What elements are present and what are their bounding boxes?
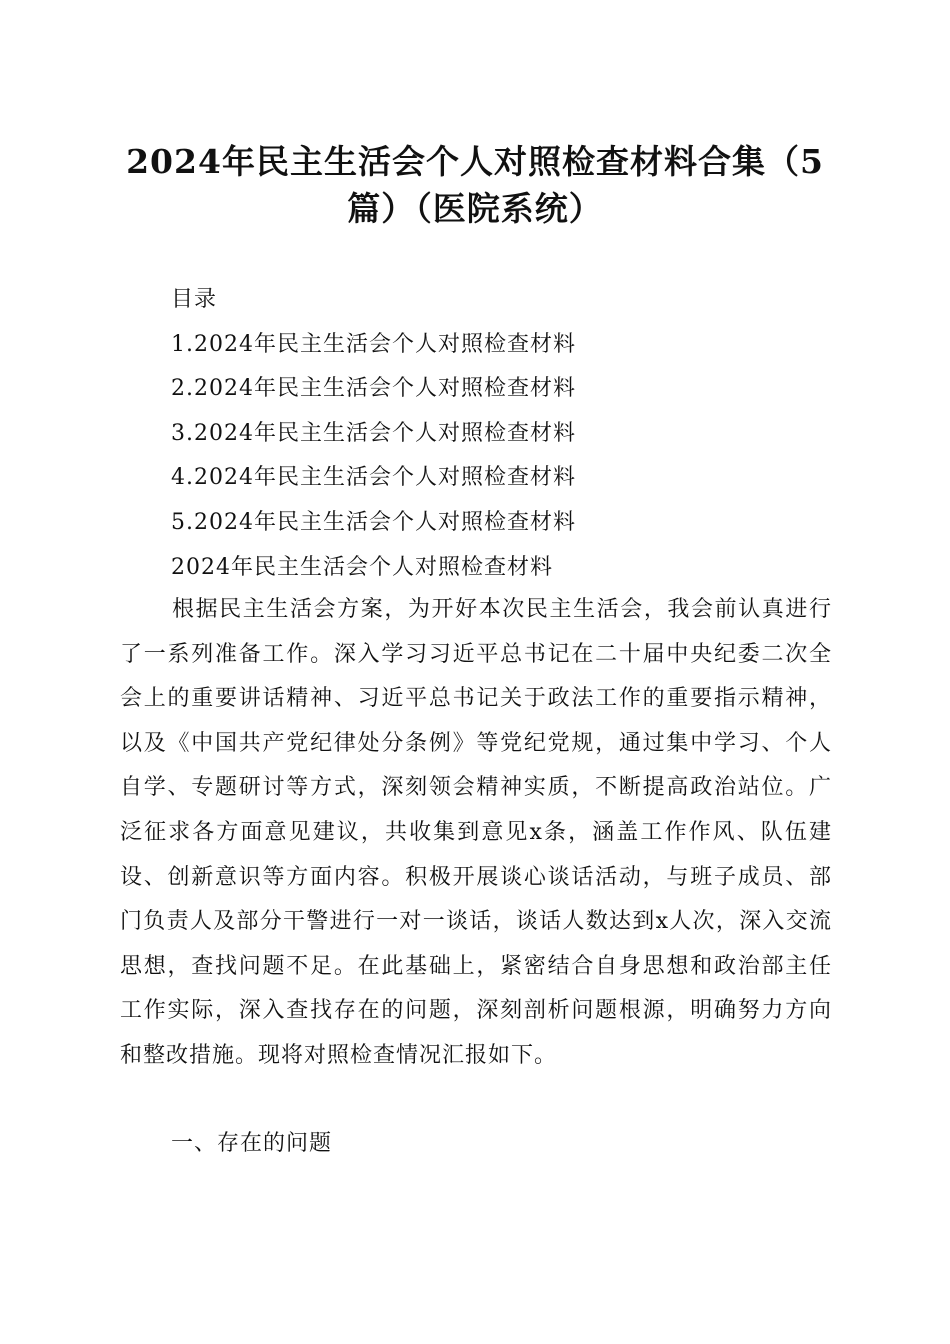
toc-item-4: 4.2024年民主生活会个人对照检查材料 <box>171 465 576 491</box>
toc-heading: 目录 <box>171 287 218 312</box>
toc-item-3: 3.2024年民主生活会个人对照检查材料 <box>171 420 576 446</box>
section-heading-problems: 一、存在的问题 <box>171 1131 333 1156</box>
toc-item-2: 2.2024年民主生活会个人对照检查材料 <box>171 376 576 402</box>
intro-paragraph: 根据民主生活会方案，为开好本次民主生活会，我会前认真进行了一系列准备工作。深入学习习近平总书记在二十届中央纪委二次全会上的重要讲话精神、习近平总书记关于政法工作的重要指示精神，以及《中国共产党纪律处分条例》等党纪党规，通过集中学习、个人自学、专题研讨等方式，深刻领会精神实质，不断提高政治站位。广泛征求各方面意见建议，共收集到意见x条，涵盖工作作风、队伍建设、创新意识等方面内容。积极开展谈心谈话活动，与班子成员、部门负责人及部分干警进行一对一谈话，谈话人数达到x人次，深入交流思想，查找问题不足。在此基础上，紧密结合自身思想和政治部主任工作实际，深入查找存在的问题，深刻剖析问题根源，明确努力方向和整改措施。现将对照检查情况汇报如下。 <box>120 597 832 1068</box>
toc-item-1: 1.2024年民主生活会个人对照检查材料 <box>171 331 576 357</box>
article-title: 2024年民主生活会个人对照检查材料 <box>171 554 553 580</box>
document-title: 2024年民主生活会个人对照检查材料合集（5篇）（医院系统） <box>126 142 824 228</box>
toc-item-5: 5.2024年民主生活会个人对照检查材料 <box>171 509 576 535</box>
table-of-contents <box>171 278 871 590</box>
